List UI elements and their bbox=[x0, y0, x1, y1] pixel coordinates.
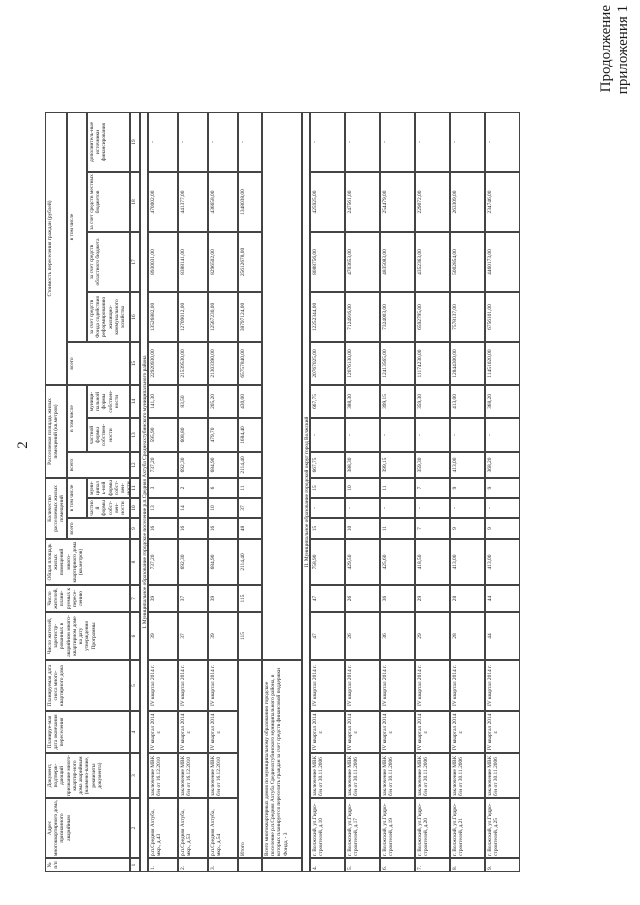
total-obl: 25612678,00 bbox=[238, 232, 262, 292]
row-1-cost: 22920930,00 bbox=[148, 342, 178, 385]
row-3-doc: заключение МВК б/н от 16.12.2010 bbox=[208, 753, 238, 798]
row-9-mest: 234746,00 bbox=[485, 172, 520, 232]
row-2-add: - bbox=[178, 112, 208, 172]
column-number-7: 7 bbox=[130, 585, 140, 612]
row-7-cost: 11174230,00 bbox=[415, 342, 450, 385]
column-number-6: 6 bbox=[130, 612, 140, 660]
row-1-res: 39 bbox=[148, 612, 178, 660]
row-5-area: 429,50 bbox=[345, 539, 380, 585]
row-8-add: - bbox=[450, 112, 485, 172]
column-number-15: 15 bbox=[130, 342, 140, 385]
row-9-sqm: 368,20 bbox=[485, 385, 520, 418]
row-5-n: 5. bbox=[345, 858, 380, 872]
row-4-add: - bbox=[310, 112, 345, 172]
total-sqp: 1684,40 bbox=[238, 418, 262, 452]
row-6-end: IV квартал 2014 г. bbox=[380, 711, 415, 753]
column-number-16: 16 bbox=[130, 292, 140, 342]
row-5-demol: IV квартал 2014 г. bbox=[345, 660, 380, 711]
row-7-sq: 359,30 bbox=[415, 452, 450, 478]
row-5-cost: 12076130,00 bbox=[345, 342, 380, 385]
header-rooms-all: всего bbox=[67, 518, 130, 539]
row-1-sqp: 595,90 bbox=[148, 418, 178, 452]
header-col-3: Документ, подтверж-дающий признание много-квартир-ного дома аварийным (наимено-вание, реквизиты документа) bbox=[45, 753, 130, 798]
header-col-2: Адрес многоквартирного дома, признанного аварийным bbox=[45, 798, 130, 858]
row-8-n: 8. bbox=[450, 858, 485, 872]
row-2-addr: р.п.Средняя Ахтуба, мкр., д.53 bbox=[178, 798, 208, 858]
row-6-area: 425,60 bbox=[380, 539, 415, 585]
row-8-fund: 7578137,00 bbox=[450, 292, 485, 342]
header-cost-incl: в том числе bbox=[67, 112, 87, 342]
column-number-8: 8 bbox=[130, 539, 140, 585]
row-6-sqp: - bbox=[380, 418, 415, 452]
row-5-sq: 388,30 bbox=[345, 452, 380, 478]
row-3-cnt: 16 bbox=[208, 518, 238, 539]
row-5-priv: - bbox=[345, 498, 380, 518]
column-number-10: 10 bbox=[130, 498, 140, 518]
row-1-mun: 3 bbox=[148, 478, 178, 498]
total-blank bbox=[238, 858, 262, 872]
row-9-addr: г. Волжский, ул.Гидро-строителей, д.25 bbox=[485, 798, 520, 858]
total-priv: 37 bbox=[238, 498, 262, 518]
header-rooms-incl: в том числе bbox=[67, 478, 87, 518]
column-number-1: 1 bbox=[130, 858, 140, 872]
row-3-fund: 12567230,00 bbox=[208, 292, 238, 342]
row-6-sqm: 399,15 bbox=[380, 385, 415, 418]
row-8-cost: 12844300,00 bbox=[450, 342, 485, 385]
row-6-cost: 12413565,00 bbox=[380, 342, 415, 385]
row-5-sqm: 388,30 bbox=[345, 385, 380, 418]
row-4-sqp: - bbox=[310, 418, 345, 452]
row-4-mun: 15 bbox=[310, 478, 345, 498]
column-number-12: 12 bbox=[130, 452, 140, 478]
row-4-cnt: 15 bbox=[310, 518, 345, 539]
row-6-res: 36 bbox=[380, 612, 415, 660]
row-9-res: 44 bbox=[485, 612, 520, 660]
row-7-doc: заключение МВК б/н от 30.11.2006 bbox=[415, 753, 450, 798]
row-9-doc: заключение МВК б/н от 30.11.2006 bbox=[485, 753, 520, 798]
row-2-sqp: 608,80 bbox=[178, 418, 208, 452]
header-cost: Стоимость переселения граждан (рублей) bbox=[45, 112, 67, 385]
row-2-n: 2. bbox=[178, 858, 208, 872]
row-4-addr: г. Волжский, ул.Гидро-строителей, д.10 bbox=[310, 798, 345, 858]
row-5-mest: 247561,00 bbox=[345, 172, 380, 232]
row-3-res: 39 bbox=[208, 612, 238, 660]
row-8-cnt: 9 bbox=[450, 518, 485, 539]
row-3-priv: 10 bbox=[208, 498, 238, 518]
row-8-mest: 263309,00 bbox=[450, 172, 485, 232]
row-2-res: 37 bbox=[178, 612, 208, 660]
row-3-demol: IV квартал 2014 г. bbox=[208, 660, 238, 711]
row-4-obl: 8088756,00 bbox=[310, 232, 345, 292]
row-2-sqm: 83,50 bbox=[178, 385, 208, 418]
row-8-mun: 9 bbox=[450, 478, 485, 498]
row-4-n: 4. bbox=[310, 858, 345, 872]
row-2-fund: 12709012,00 bbox=[178, 292, 208, 342]
row-5-cnt: 10 bbox=[345, 518, 380, 539]
row-2-priv: 14 bbox=[178, 498, 208, 518]
column-number-9: 9 bbox=[130, 518, 140, 539]
row-8-end: IV квартал 2014 г. bbox=[450, 711, 485, 753]
header-cost-local: за счет средств местных бюджетов bbox=[87, 172, 130, 232]
row-4-sq: 667,75 bbox=[310, 452, 345, 478]
row-7-plan: 29 bbox=[415, 585, 450, 612]
row-3-obl: 8296502,00 bbox=[208, 232, 238, 292]
total-sqm: 430,00 bbox=[238, 385, 262, 418]
row-2-end: IV квартал 2014 г. bbox=[178, 711, 208, 753]
row-9-fund: 6756101,00 bbox=[485, 292, 520, 342]
page-number: 2 bbox=[15, 441, 31, 449]
note-text: Всего многоквартирных домов по муниципальному образованию городское поселение р.п.Средняя Ахтуба Среднеахтубинского муниципального района, в которых планируется переселить граждан за счет средств финансовой поддержки Фонда, - 3 bbox=[262, 660, 302, 858]
continuation-title: Продолжение приложения 1 bbox=[598, 5, 631, 95]
column-number-2: 2 bbox=[130, 798, 140, 858]
row-4-doc: заключение МВК б/н от 30.11.2006 bbox=[310, 753, 345, 798]
header-cost-additional: дополнитель-ные источники финансирования bbox=[87, 112, 130, 172]
row-3-area: 684,90 bbox=[208, 539, 238, 585]
row-7-fund: 6592795,00 bbox=[415, 292, 450, 342]
row-2-sq: 692,30 bbox=[178, 452, 208, 478]
row-4-end: IV квартал 2014 г. bbox=[310, 711, 345, 753]
row-1-cnt: 16 bbox=[148, 518, 178, 539]
row-6-addr: г. Волжский, ул.Гидро-строителей, д.19 bbox=[380, 798, 415, 858]
total-label: Итого bbox=[238, 660, 262, 858]
row-5-sqp: - bbox=[345, 418, 380, 452]
row-4-res: 47 bbox=[310, 612, 345, 660]
row-6-sq: 399,15 bbox=[380, 452, 415, 478]
row-1-fund: 13526882,00 bbox=[148, 292, 178, 342]
row-6-plan: 36 bbox=[380, 585, 415, 612]
row-3-cost: 21303390,00 bbox=[208, 342, 238, 385]
row-7-end: IV квартал 2014 г. bbox=[415, 711, 450, 753]
row-6-mun: 11 bbox=[380, 478, 415, 498]
row-7-obl: 4352363,00 bbox=[415, 232, 450, 292]
header-rooms-municipal: муни-ципаль-ной формы собст-вен-ности bbox=[87, 478, 130, 498]
row-2-mun: 2 bbox=[178, 478, 208, 498]
row-6-demol: IV квартал 2014 г. bbox=[380, 660, 415, 711]
row-6-n: 6. bbox=[380, 858, 415, 872]
row-4-mest: 425925,00 bbox=[310, 172, 345, 232]
row-3-n: 3. bbox=[208, 858, 238, 872]
row-7-area: 418,50 bbox=[415, 539, 450, 585]
row-7-sqp: - bbox=[415, 418, 450, 452]
row-9-plan: 44 bbox=[485, 585, 520, 612]
header-area-all: всего bbox=[67, 452, 130, 478]
section-title-2: II. Муниципальное образование городской округ город Волжский bbox=[302, 112, 310, 872]
header-col-4: Планируе-мая дата окончания переселения bbox=[45, 711, 130, 753]
row-3-plan: 39 bbox=[208, 585, 238, 612]
row-6-fund: 7324003,00 bbox=[380, 292, 415, 342]
row-7-sqm: 359,30 bbox=[415, 385, 450, 418]
row-4-cost: 20767025,00 bbox=[310, 342, 345, 385]
row-7-mun: 7 bbox=[415, 478, 450, 498]
row-8-obl: 5002854,00 bbox=[450, 232, 485, 292]
row-8-doc: заключение МВК б/н от 30.11.2006 bbox=[450, 753, 485, 798]
row-8-demol: IV квартал 2014 г. bbox=[450, 660, 485, 711]
header-col-6: Число жителей, зарегистр-рованных в аварийном много-квартирном доме на дату утверждения Программы bbox=[45, 612, 130, 660]
header-col-1: № п/п bbox=[45, 858, 130, 872]
row-5-mun: 10 bbox=[345, 478, 380, 498]
row-4-sqm: 667,75 bbox=[310, 385, 345, 418]
header-cost-oblast: за счет средств областного бюджета bbox=[87, 232, 130, 292]
row-7-demol: IV квартал 2014 г. bbox=[415, 660, 450, 711]
row-2-cost: 21539530,00 bbox=[178, 342, 208, 385]
row-1-doc: заключение МВК б/н от 16.12.2010 bbox=[148, 753, 178, 798]
row-5-fund: 7124916,00 bbox=[345, 292, 380, 342]
row-3-sq: 684,90 bbox=[208, 452, 238, 478]
row-3-sqp: 479,70 bbox=[208, 418, 238, 452]
row-2-demol: IV квартал 2014 г. bbox=[178, 660, 208, 711]
row-7-res: 29 bbox=[415, 612, 450, 660]
row-1-priv: 13 bbox=[148, 498, 178, 518]
row-5-plan: 26 bbox=[345, 585, 380, 612]
row-6-add: - bbox=[380, 112, 415, 172]
column-number-4: 4 bbox=[130, 711, 140, 753]
column-number-17: 17 bbox=[130, 232, 140, 292]
header-area-incl: в том числе bbox=[67, 385, 87, 452]
row-9-sq: 368,20 bbox=[485, 452, 520, 478]
row-1-end: IV квартал 2014 г. bbox=[148, 711, 178, 753]
total-res: 115 bbox=[238, 612, 262, 660]
row-1-plan: 39 bbox=[148, 585, 178, 612]
row-5-add: - bbox=[345, 112, 380, 172]
row-1-demol: IV квартал 2014 г. bbox=[148, 660, 178, 711]
row-5-doc: заключение МВК б/н от 30.11.2006 bbox=[345, 753, 380, 798]
row-2-doc: заключение МВК б/н от 16.12.2010 bbox=[178, 753, 208, 798]
column-number-18: 18 bbox=[130, 172, 140, 232]
total-area: 2114,40 bbox=[238, 539, 262, 585]
row-9-n: 9. bbox=[485, 858, 520, 872]
column-number-5: 5 bbox=[130, 660, 140, 711]
row-3-addr: р.п.Средняя Ахтуба, мкр., д.54 bbox=[208, 798, 238, 858]
row-1-mest: 470002,00 bbox=[148, 172, 178, 232]
row-1-add: - bbox=[148, 112, 178, 172]
row-9-obl: 4460173,00 bbox=[485, 232, 520, 292]
header-cost-fund: за счет средств Фонда содействия реформированию жилищно-коммунального хозяйства bbox=[87, 292, 130, 342]
column-number-3: 3 bbox=[130, 753, 140, 798]
total-cost: 65757840,00 bbox=[238, 342, 262, 385]
column-number-13: 13 bbox=[130, 418, 140, 452]
row-2-obl: 8388141,00 bbox=[178, 232, 208, 292]
total-mun: 11 bbox=[238, 478, 262, 498]
row-3-sqm: 205,20 bbox=[208, 385, 238, 418]
row-4-area: 758,90 bbox=[310, 539, 345, 585]
total-sq: 2114,40 bbox=[238, 452, 262, 478]
total-add: - bbox=[238, 112, 262, 172]
row-3-mest: 436658,00 bbox=[208, 172, 238, 232]
column-number-19: 19 bbox=[130, 112, 140, 172]
column-number-14: 14 bbox=[130, 385, 140, 418]
header-cost-all: всего bbox=[67, 342, 130, 385]
row-9-priv: - bbox=[485, 498, 520, 518]
total-fund: 38797124,00 bbox=[238, 292, 262, 342]
row-6-doc: заключение МВК б/н от 30.11.2006 bbox=[380, 753, 415, 798]
row-9-end: IV квартал 2014 г. bbox=[485, 711, 520, 753]
header-area: Расселяемая площадь жилых помещений (кв.метров) bbox=[45, 385, 67, 478]
row-8-addr: г. Волжский, ул.Гидро-строителей, д.21 bbox=[450, 798, 485, 858]
row-2-cnt: 16 bbox=[178, 518, 208, 539]
row-6-priv: - bbox=[380, 498, 415, 518]
row-8-priv: - bbox=[450, 498, 485, 518]
row-7-add: - bbox=[415, 112, 450, 172]
row-5-res: 26 bbox=[345, 612, 380, 660]
row-6-mest: 254479,00 bbox=[380, 172, 415, 232]
row-7-addr: г. Волжский, ул.Гидро-строителей, д.20 bbox=[415, 798, 450, 858]
row-8-sqm: 413,00 bbox=[450, 385, 485, 418]
header-area-private: частной формы собствен-ности bbox=[87, 418, 130, 452]
resettlement-table bbox=[45, 7, 573, 872]
total-cnt: 48 bbox=[238, 518, 262, 539]
row-8-sqp: - bbox=[450, 418, 485, 452]
row-6-obl: 4835083,00 bbox=[380, 232, 415, 292]
row-9-cost: 11451020,00 bbox=[485, 342, 520, 385]
row-1-sqm: 141,30 bbox=[148, 385, 178, 418]
row-7-mest: 229072,00 bbox=[415, 172, 450, 232]
header-rooms-count: Количество расселяемых жилых помещений bbox=[45, 478, 67, 539]
row-1-addr: р.п.Средняя Ахтуба, мкр., д.43 bbox=[148, 798, 178, 858]
section-title-1: I. Муниципальное образование городское поселение р.п.Средняя Ахтуба Среднеахтубинского муниципального района bbox=[140, 112, 148, 872]
row-8-res: 28 bbox=[450, 612, 485, 660]
note-blank bbox=[262, 858, 302, 872]
row-7-priv: - bbox=[415, 498, 450, 518]
row-1-area: 737,20 bbox=[148, 539, 178, 585]
total-plan: 115 bbox=[238, 585, 262, 612]
row-2-area: 692,30 bbox=[178, 539, 208, 585]
row-8-area: 413,00 bbox=[450, 539, 485, 585]
row-3-mun: 6 bbox=[208, 478, 238, 498]
row-1-n: 1. bbox=[148, 858, 178, 872]
row-1-sq: 737,20 bbox=[148, 452, 178, 478]
row-7-cnt: 7 bbox=[415, 518, 450, 539]
row-9-add: - bbox=[485, 112, 520, 172]
row-2-plan: 37 bbox=[178, 585, 208, 612]
row-5-addr: г. Волжский, ул.Гидро-строителей, д.17 bbox=[345, 798, 380, 858]
row-9-sqp: - bbox=[485, 418, 520, 452]
row-4-demol: IV квартал 2014 г. bbox=[310, 660, 345, 711]
row-8-plan: 28 bbox=[450, 585, 485, 612]
row-7-n: 7. bbox=[415, 858, 450, 872]
row-2-mest: 441377,00 bbox=[178, 172, 208, 232]
row-9-mun: 9 bbox=[485, 478, 520, 498]
row-8-sq: 413,00 bbox=[450, 452, 485, 478]
row-4-plan: 47 bbox=[310, 585, 345, 612]
row-9-area: 413,00 bbox=[485, 539, 520, 585]
row-5-obl: 4703653,00 bbox=[345, 232, 380, 292]
header-col-7: Число жителей, плани-руемых к пересе-лению bbox=[45, 585, 130, 612]
total-mest: 1348038,00 bbox=[238, 172, 262, 232]
row-5-end: IV квартал 2014 г. bbox=[345, 711, 380, 753]
header-col-5: Планируемая дата сноса много-квартирного дома bbox=[45, 660, 130, 711]
header-area-municipal: муници-пальной формы собствен-ности bbox=[87, 385, 130, 418]
row-3-add: - bbox=[208, 112, 238, 172]
row-9-cnt: 9 bbox=[485, 518, 520, 539]
row-4-priv: - bbox=[310, 498, 345, 518]
row-9-demol: IV квартал 2014 г. bbox=[485, 660, 520, 711]
header-rooms-private: частной формы собст-вен-ности bbox=[87, 498, 130, 518]
row-3-end: IV квартал 2014 г. bbox=[208, 711, 238, 753]
column-number-11: 11 bbox=[130, 478, 140, 498]
row-4-fund: 12252344,00 bbox=[310, 292, 345, 342]
note-empty bbox=[262, 112, 302, 660]
row-1-obl: 8930031,00 bbox=[148, 232, 178, 292]
row-6-cnt: 11 bbox=[380, 518, 415, 539]
header-col-8: Общая площадь жилых помещений много-квартирного дома (кв.метров) bbox=[45, 539, 130, 585]
